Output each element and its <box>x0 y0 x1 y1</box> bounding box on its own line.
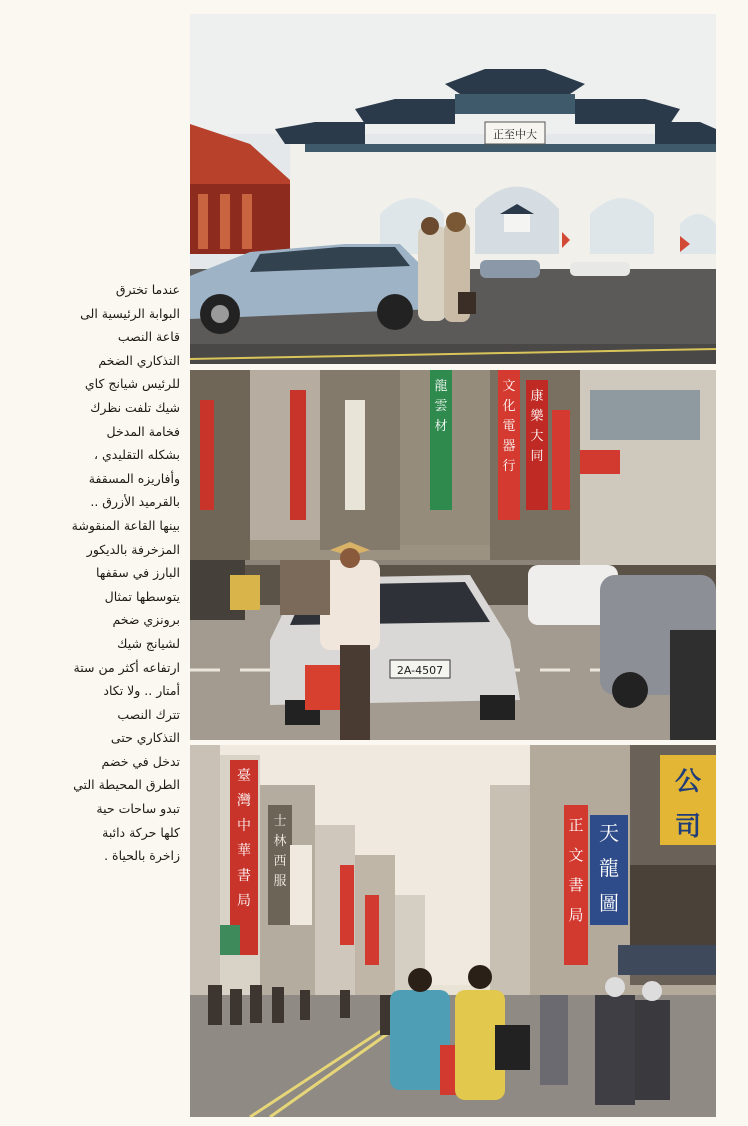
shop-sign-character: 文 <box>502 379 516 394</box>
tianlong-sign-character: 天 <box>599 821 619 845</box>
bookstore-sign-character: 局 <box>237 893 251 909</box>
caption-line: لشيانج شيك <box>117 635 180 651</box>
shop-sign-character: 同 <box>530 449 544 464</box>
caption-line: تدخل في خضم <box>101 753 180 769</box>
zhengwen-sign-character: 書 <box>568 876 584 894</box>
caption-line: تترك النصب <box>117 706 180 722</box>
photo-caption <box>62 278 180 868</box>
bookstore-sign-character: 灣 <box>237 793 251 809</box>
caption-line: أمتار .. ولا تكاد <box>103 683 180 699</box>
tailor-sign-character: 西 <box>273 854 287 869</box>
caption-line: البارز في سقفها <box>96 565 180 581</box>
shop-sign-character: 化 <box>502 399 516 414</box>
tailor-sign-character: 士 <box>273 814 287 829</box>
shop-sign-character: 樂 <box>530 409 544 424</box>
caption-line: تبدو ساحات حية <box>96 801 180 817</box>
shop-sign-character: 雲 <box>434 399 448 414</box>
shop-sign-character: 行 <box>502 459 516 474</box>
taipei-avenue-photo <box>190 745 716 1117</box>
caption-line: وأفاريزه المسقفة <box>88 470 180 486</box>
tailor-sign-character: 林 <box>273 834 287 849</box>
shop-sign-character: 器 <box>502 439 516 454</box>
caption-line: الطرق المحيطة التي <box>73 777 180 793</box>
caption-line: برونزي ضخم <box>112 612 180 628</box>
bookstore-sign-character: 中 <box>237 818 251 834</box>
caption-line: بشكله التقليدي ، <box>94 447 180 463</box>
caption-line: بالقرميد الأزرق .. <box>90 494 180 510</box>
caption-line: ارتفاعه أكثر من ستة <box>73 659 180 675</box>
caption-line: بينها القاعة المنقوشة <box>71 517 180 533</box>
gate-inscription: 正至中大 <box>493 128 537 141</box>
tianlong-sign-character: 圖 <box>599 891 619 915</box>
bookstore-sign-character: 臺 <box>237 768 251 784</box>
caption-line: زاخرة بالحياة . <box>104 848 180 864</box>
caption-line: للرئيس شيانج كاي <box>84 376 180 392</box>
caption-line: فخامة المدخل <box>106 423 180 439</box>
zhengwen-sign-character: 文 <box>568 846 584 864</box>
shop-sign-character: 材 <box>434 419 448 434</box>
caption-line: البوابة الرئيسية الى <box>80 305 180 321</box>
zhengwen-sign-character: 正 <box>568 816 584 834</box>
company-sign-character: 公 <box>674 767 702 797</box>
caption-line: يتوسطها تمثال <box>104 588 180 604</box>
taipei-street-photo <box>190 370 716 740</box>
shop-sign-character: 電 <box>502 419 516 434</box>
caption-line: المزخرفة بالديكور <box>86 541 180 557</box>
license-plate: 2A-4507 <box>396 664 444 677</box>
caption-line: كلها حركة دائبة <box>102 824 180 840</box>
caption-line: التذكاري حتى <box>110 730 180 746</box>
zhengwen-sign-character: 局 <box>568 906 584 924</box>
memorial-gate-photo <box>190 14 716 364</box>
tailor-sign-character: 服 <box>273 874 287 889</box>
tianlong-sign-character: 龍 <box>599 856 619 880</box>
shop-sign-character: 大 <box>530 429 544 444</box>
shop-sign-character: 龍 <box>434 379 448 394</box>
bookstore-sign-character: 華 <box>237 843 251 859</box>
caption-line: قاعة النصب <box>117 329 180 345</box>
caption-line: عندما تخترق <box>115 282 180 297</box>
bookstore-sign-character: 書 <box>237 868 251 884</box>
caption-line: التذكاري الضخم <box>98 352 180 368</box>
caption-line: شيك تلفت نظرك <box>90 399 180 415</box>
company-sign-character: 司 <box>674 812 702 842</box>
shop-sign-character: 康 <box>530 389 544 404</box>
